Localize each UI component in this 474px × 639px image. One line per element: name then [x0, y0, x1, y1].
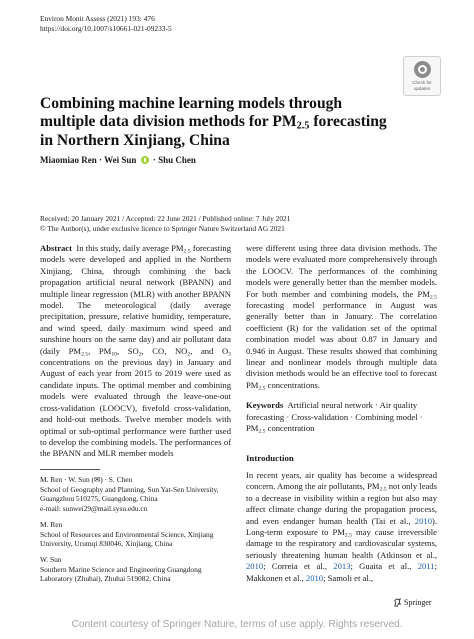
abstract-right: were different using three data division methods. The models were evaluated more comprehensively through the LOOCV. The performances of the combining models were generally better than the member models. For both member and combining models, the $PM_{2.5}$ forecasting model performance in August was generally better than in January. The correlation coefficient (R) for the validation set of the optimal combination model was about 0.87 in January and 0.946 in August. These results showed that combining linear and nonlinear models through multiple data division methods would be an effective tool to forecast $PM_{2.5}$ concentrations. Keywords Artificial neural network · Air quality forecasting · Cross-validation · Combining model · $PM_{2.5}$ concentration: [246, 243, 437, 435]
check-for-updates-icon: [414, 61, 431, 78]
badge-text: Check for updates: [412, 80, 432, 91]
introduction-text: In recent years, air quality has become a widespread concern. Among the air pollutants, $PM_{2.5}$ not only leads to a decrease in visibility within a region but also may affect climate change during the propagation process, and even endanger human health (Tai et al., 2010). Long-term exposure to $PM_{2.5}$ may cause irreversible damage to the respiratory and cardiovascular systems, seriously threatening human health (Atkinson et al., 2010; Correia et al., 2013; Guaita et al., 2011; Makkonen et al., 2010; Samoli et al.,: [246, 470, 437, 583]
introduction-heading: Introduction: [246, 453, 294, 463]
journal-citation: [40, 14, 172, 33]
citation-link[interactable]: 2011: [417, 561, 435, 572]
affiliation-3: W. Sun Southern Marine Science and Engineering Guangdong Laboratory (Zhuhai), Zhuhai 519082, China: [40, 555, 202, 584]
affiliation-2: M. Ren School of Resources and Environmental Science, Xinjiang University, Urumqi 830046, Xinjiang, China: [40, 520, 214, 549]
email-link[interactable]: e-mail: sunwei29@mail.sysu.edu.cn: [40, 503, 148, 513]
publication-dates: [40, 214, 440, 233]
keywords: Keywords Artificial neural network · Air quality forecasting · Cross-validation · Combining model · $PM_{2.5}$ concentration: [246, 400, 423, 435]
springer-wordmark: Springer: [404, 598, 432, 607]
author-list: [40, 155, 196, 165]
citation-link[interactable]: 2010: [305, 572, 324, 583]
citation-link[interactable]: 2010: [246, 561, 264, 572]
doi-link[interactable]: https://doi.org/10.1007/s10661-021-09233-5: [40, 23, 172, 33]
citation-link[interactable]: 2010: [414, 515, 432, 526]
abstract-left: Abstract In this study, daily average $PM_{2.5}$ forecasting models were developed and applied in the Northern Xinjiang, China, through combining the back propagation artificial neural network (BPANN) and multiple linear regression (MLR) with another BPANN model. The meteorological (daily average precipitation, pressure, relative humidity, temperature, and wind speed, daily maximum wind speed and sunshine hours on the same day) and air pollutant data (daily $PM_{2.5}$, $PM_{10}$, $SO_2$, CO, $NO_2$, and $O_3$ concentrations on the previous day) in January and August of each year from 2015 to 2019 were used as candidate inputs. The optimal member and combining models were evaluated through the leave-one-out cross-validation (LOOCV), fivefold cross-validation, and hold-out methods. Twelve member models with optimal or sub-optimal performance were further used to develop the combining models. The performances of the BPANN and MLR member models: [40, 243, 232, 459]
authors-first: Miaomiao Ren · Wei Sun: [40, 155, 137, 165]
copyright-line: © The Author(s), under exclusive licence to Springer Nature Switzerland AG 2021: [40, 223, 285, 233]
keywords-heading: Keywords: [246, 400, 284, 411]
affiliation-1: M. Ren · W. Sun (✉) · S. Chen School of Geography and Planning, Sun Yat-Sen University, Guangzhou 510275, Guangdong, China e-mail: sunwei29@mail.sysu.edu.cn: [40, 475, 235, 513]
authors-last: · Shu Chen: [152, 155, 196, 165]
footnote-divider: [40, 469, 100, 470]
courtesy-watermark: Content courtesy of Springer Nature, terms of use apply. Rights reserved.: [71, 619, 403, 630]
history-line: Received: 20 January 2021 / Accepted: 22 June 2021 / Published online: 7 July 2021: [40, 214, 291, 223]
orcid-icon[interactable]: [141, 156, 149, 164]
springer-horse-icon: [393, 598, 402, 607]
check-for-updates-badge[interactable]: [403, 56, 441, 96]
citation-link[interactable]: 2013: [333, 561, 351, 572]
journal-line: Environ Monit Assess (2021) 193: 476: [40, 14, 155, 23]
article-title: Combining machine learning models through multiple data division methods for $PM_{2.5}$ forecasting in Northern Xinjiang, China: [40, 95, 387, 149]
springer-logo: [393, 598, 432, 607]
abstract-heading: Abstract: [40, 243, 72, 253]
